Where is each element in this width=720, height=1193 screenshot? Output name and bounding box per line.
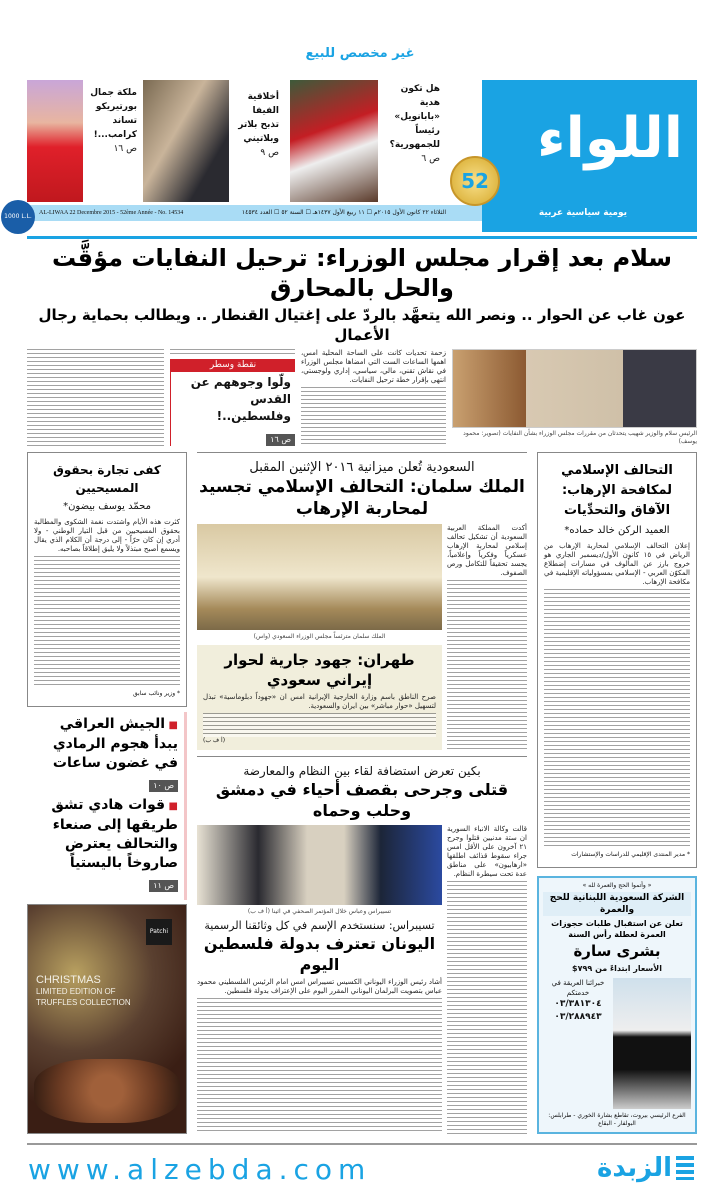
teaser-text: هل تكون هدية «بابانويل» رئيساً للجمهورية؟ ص ٦ — [389, 84, 440, 164]
saudi-text-column — [447, 524, 527, 750]
teaser-photo-santa — [290, 80, 378, 202]
opinion-lead: إعلان التحالف الإسلامي لمحاربة الإرهاب من الرياض في ١٥ كانون الأول/ديسمبر الجاري هو خروج بارز عن المألوف في مسارات إضطلاع المكوّن العربي - الإسلامي بمسؤولياته الإقليمية في مكافحة الإرهاب. — [544, 542, 691, 586]
page-ref: ص ١١ — [149, 880, 178, 892]
patchi-ad[interactable] — [27, 904, 187, 1134]
ad-phone: ٠٣/٢٨٨٩٤٣ — [554, 1012, 602, 1022]
logo-text: اللواء — [536, 106, 683, 171]
middle-column — [197, 452, 527, 1134]
opinion-author: محمّد يوسف بيضون* — [63, 501, 151, 512]
ad-announcement: تعلن عن استقبال طلبات حجوزات العمرة لعطلة رأس السنة — [551, 919, 683, 939]
syria-lead-text: قالت وكالة الانباء السورية ان ستة مدنيين قتلوا وجرح ٢١ آخرون على الأقل امس جراء سقوط قذائف اطلقها «ارهابيون» على مناطق عدة تحت سيطرة النظام. — [447, 825, 527, 878]
brief-text: ■ قوات هادي تشق طريقها إلى صنعاء والتحالف يعترض صاروخاً باليستياً — [51, 797, 178, 871]
opinion-body-text — [544, 589, 690, 847]
syria-rule — [197, 756, 527, 757]
opinion-title: كفى تجارة بحقوق المسيحيين — [53, 463, 161, 495]
brief-text: ■ الجيش العراقي يبدأ هجوم الرمادي في غضون ساعات — [52, 716, 178, 771]
point-box-title: ولّوا وجوههم عن القدس وفلسطين..! — [190, 375, 291, 423]
point-box-label: نقطة وسطر — [171, 359, 295, 372]
greece-headline[interactable]: اليونان تعترف بدولة فلسطين اليوم — [203, 934, 436, 974]
logo-panel[interactable] — [482, 80, 697, 232]
page-ref: ص ١٠ — [149, 780, 178, 792]
greece-kicker[interactable]: تسيبراس: سنستخدم الإسم في كل وثائقنا الرسمية — [204, 919, 435, 932]
tehran-source: (أ ف ب) — [203, 737, 226, 744]
main-text-column — [301, 349, 446, 446]
teaser-santa[interactable] — [290, 80, 440, 202]
price-badge: 1000 L.L. — [1, 200, 35, 234]
kaaba-image — [613, 978, 691, 1109]
saudi-lead-text: أكدت المملكة العربية السعودية أن تشكيل تحالف إسلامي لمحاربة الإرهاب عسكرياً وفكرياً وإعلامياً، يجسد تحقيقاً للتكامل ورص الصفوف. — [447, 524, 527, 577]
briefs-box — [27, 712, 187, 900]
footer-url[interactable]: www.alzebda.com — [28, 1153, 372, 1186]
tehran-headline: طهران: جهود جارية لحوار إيراني سعودي — [224, 651, 415, 689]
masthead — [4, 80, 697, 238]
anniversary-badge: 52 — [450, 156, 500, 206]
main-body-text — [170, 349, 295, 356]
footer-rule — [27, 1143, 697, 1145]
syria-body-text — [447, 881, 527, 1134]
saudi-body-text — [447, 580, 527, 750]
greece-body-text — [197, 998, 442, 1134]
main-photo-caption: الرئيس سلام والوزير شهيب يتحدثان من مقررات مجلس الوزراء بشأن النفايات (تصوير: محمود يوسف) — [463, 430, 697, 445]
teaser-miss[interactable] — [27, 80, 137, 202]
main-body-text — [27, 349, 164, 446]
syria-kicker[interactable]: بكين تعرض استضافة لقاء بين النظام والمعارضة — [243, 764, 481, 778]
teaser-photo-fifa — [143, 80, 229, 202]
patchi-logo: Patchi — [146, 919, 172, 945]
page-ref: ص ١٦ — [266, 434, 295, 446]
main-story — [27, 243, 697, 446]
opinion-footnote: * مدير المنتدى الإقليمي للدراسات والإستشارات — [571, 851, 690, 858]
ad-good-news: بشرى سارة — [573, 942, 661, 960]
masthead-rule — [27, 236, 697, 239]
saudi-kicker[interactable]: السعودية تُعلن ميزانية ٢٠١٦ الإثنين المقبل — [249, 460, 475, 475]
ad-contact — [543, 978, 613, 1109]
teaser-text: ملكة جمال بورتيريكو تساند كرامب...! ص ١٦ — [90, 88, 137, 154]
saudi-photo — [197, 524, 442, 630]
bullet-icon: ■ — [165, 801, 178, 812]
main-text-column — [170, 349, 295, 446]
footer-logo-text: الزبدة — [597, 1153, 672, 1183]
brief-item[interactable] — [33, 796, 178, 892]
saudi-row — [197, 524, 527, 750]
syria-headline[interactable]: قتلى وجرحى بقصف أحياء في دمشق وحلب وحماه — [215, 780, 509, 820]
not-for-sale-label: غير مخصص للبيع — [305, 46, 415, 61]
opinion-lead: كثرت هذه الأيام واشتدت نغمة الشكوى والمطالبة بحقوق المسيحيين من قبل التيار الوطني - ولا أدري إن كان حرّاً - إلى درجة أن الكلام الذي يقال ويسمع أصبح مبتذلاً ولا يليق إطلاقاً بصاحبه. — [34, 518, 180, 553]
saudi-top-rule — [197, 452, 527, 453]
greece-photo — [197, 825, 442, 905]
opinion-author: العميد الركن خالد حماده* — [564, 525, 670, 536]
main-photo-column — [452, 349, 697, 446]
ad-price: الأسعار ابتداءً من ٧٩٩$ — [572, 964, 662, 973]
opinion-right[interactable] — [537, 452, 697, 868]
footer-logo[interactable] — [597, 1153, 694, 1183]
main-body-text — [301, 387, 446, 446]
main-headline[interactable]: سلام بعد إقرار مجلس الوزراء: ترحيل النفايات مؤقَّت والحل بالمحارق — [51, 244, 673, 302]
main-photo — [452, 349, 697, 428]
ad-text: CHRISTMAS LIMITED EDITION OF TRUFFLES COLLECTION — [36, 974, 131, 1007]
opinion-left[interactable] — [27, 452, 187, 707]
main-story-row — [27, 349, 697, 446]
ad-image-row — [543, 978, 691, 1109]
date-line-ar: الثلاثاء ٢٢ كانون الأول ٢٠١٥م ☐ ١١ ربيع الأول ١٤٣٧هـ ☐ السنة ٥٢ ☐ العدد ١٤٥٣٤ — [241, 209, 446, 216]
truffles-image — [34, 1059, 180, 1123]
hajj-ad[interactable] — [537, 876, 697, 1134]
ad-company: الشركة السعودية اللبنانية للحج والعمرة — [543, 892, 691, 916]
main-subheadline[interactable]: عون غاب عن الحوار .. ونصر الله يتعهَّد بالردّ على إغتيال القنطار .. ويطالب بحماية رجال الأعمال — [38, 306, 686, 344]
greece-lead-text: أشاد رئيس الوزراء اليوناني الكسيس تسيبراس امس امام الرئيس الفلسطيني محمود عباس بتصويت البرلمان اليوناني المقرر اليوم على الإعتراف بدولة فلسطين. — [197, 978, 442, 995]
tehran-body-text — [203, 713, 436, 737]
teaser-fifa[interactable] — [143, 80, 279, 202]
point-box[interactable] — [170, 359, 295, 446]
saudi-photo-column — [197, 524, 442, 750]
main-lead-text: زحمة تحديات كانت على الساحة المحلية امس، اهمها الساعات الست التي امضاها مجلس الوزراء في نقاش تقني، مالي، سياسي، إداري ولوجستي، انتهى بإقرار خطة ترحيل النفايات. — [301, 349, 446, 384]
opinion-footnote: * وزير ونائب سابق — [133, 690, 180, 697]
date-line-fr: AL-LIWAA 22 Decembre 2015 - 52ème Année - No. 14534 — [39, 210, 184, 216]
date-strip — [27, 205, 482, 221]
bullet-icon: ■ — [165, 720, 178, 731]
greece-photo-caption: تسيبراس وعباس خلال المؤتمر الصحفي في اثينا (أ ف ب) — [247, 908, 392, 915]
menu-lines-icon — [676, 1156, 694, 1180]
brief-item[interactable] — [33, 715, 178, 792]
syria-row — [197, 825, 527, 1134]
saudi-headline[interactable]: الملك سلمان: التحالف الإسلامي تجسيد لمحاربة الإرهاب — [199, 477, 525, 519]
opinion-body-text — [34, 556, 180, 687]
saudi-photo-caption: الملك سلمان مترئساً مجلس الوزراء السعودي (واس) — [253, 633, 386, 640]
tehran-lead: صرح الناطق باسم وزارة الخارجية الإيرانية امس ان «جهوداً دبلوماسية» تبذل لتسهيل «حوار مباشر» بين ايران والسعودية. — [203, 693, 436, 710]
teaser-photo-miss — [27, 80, 83, 202]
ad-verse: « وأتموا الحج والعمرة لله » — [582, 882, 652, 889]
tehran-box[interactable] — [197, 645, 442, 750]
ad-phone: ٠٣/٣٨١٣٠٤ — [554, 999, 602, 1009]
ad-slogan: خبرائنا العريقة في خدمتكم — [551, 979, 605, 997]
greece-column — [197, 825, 442, 1134]
opinion-title: التحالف الإسلامي لمكافحة الإرهاب: الآفاق والتحدِّيات — [561, 463, 673, 518]
ad-branches: الفرع الرئيسي بيروت، تقاطع بشارة الخوري - طرابلس: البولفار - البقاع — [548, 1112, 686, 1127]
teaser-text: أخلاقية الفيفا تذبح بلاتر وبلاتيني ص ٩ — [238, 92, 279, 158]
syria-text-column — [447, 825, 527, 1134]
tagline: يومية سياسية عربية — [538, 208, 627, 218]
